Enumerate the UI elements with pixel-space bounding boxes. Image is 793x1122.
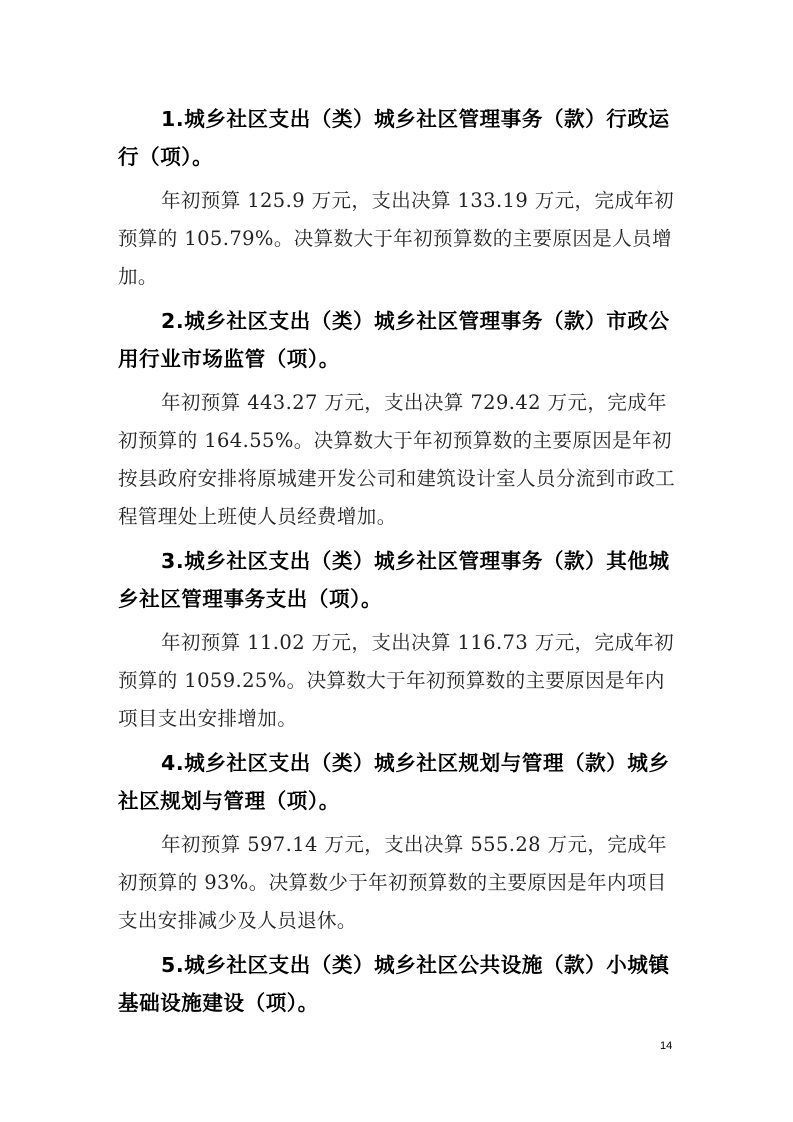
- section-2-body: 年初预算 443.27 万元，支出决算 729.42 万元，完成年初预算的 164.55%。决算数大于年初预算数的主要原因是年初按县政府安排将原城建开发公司和建筑设计室人员分流到市政工程管理处上班使人员经费增加。: [118, 391, 676, 528]
- section-3-heading: 3.城乡社区支出（类）城乡社区管理事务（款）其他城乡社区管理事务支出（项）。: [118, 549, 670, 611]
- page-number: 14: [660, 1040, 673, 1052]
- section-1-heading: 1.城乡社区支出（类）城乡社区管理事务（款）行政运行（项）。: [118, 107, 670, 169]
- section-3-body: 年初预算 11.02 万元，支出决算 116.73 万元，完成年初预算的 1059.25%。决算数大于年初预算数的主要原因是年内项目支出安排增加。: [118, 631, 675, 730]
- section-2-heading: 2.城乡社区支出（类）城乡社区管理事务（款）市政公用行业市场监管（项）。: [118, 309, 670, 371]
- section-5-heading: 5.城乡社区支出（类）城乡社区公共设施（款）小城镇基础设施建设（项）。: [118, 953, 670, 1015]
- section-1-body: 年初预算 125.9 万元，支出决算 133.19 万元，完成年初预算的 105.79%。决算数大于年初预算数的主要原因是人员增加。: [118, 189, 675, 288]
- section-4-body: 年初预算 597.14 万元，支出决算 555.28 万元，完成年初预算的 93%。决算数少于年初预算数的主要原因是年内项目支出安排减少及人员退休。: [118, 833, 667, 932]
- document-body: [118, 100, 678, 1028]
- section-4-heading: 4.城乡社区支出（类）城乡社区规划与管理（款）城乡社区规划与管理（项）。: [118, 751, 670, 813]
